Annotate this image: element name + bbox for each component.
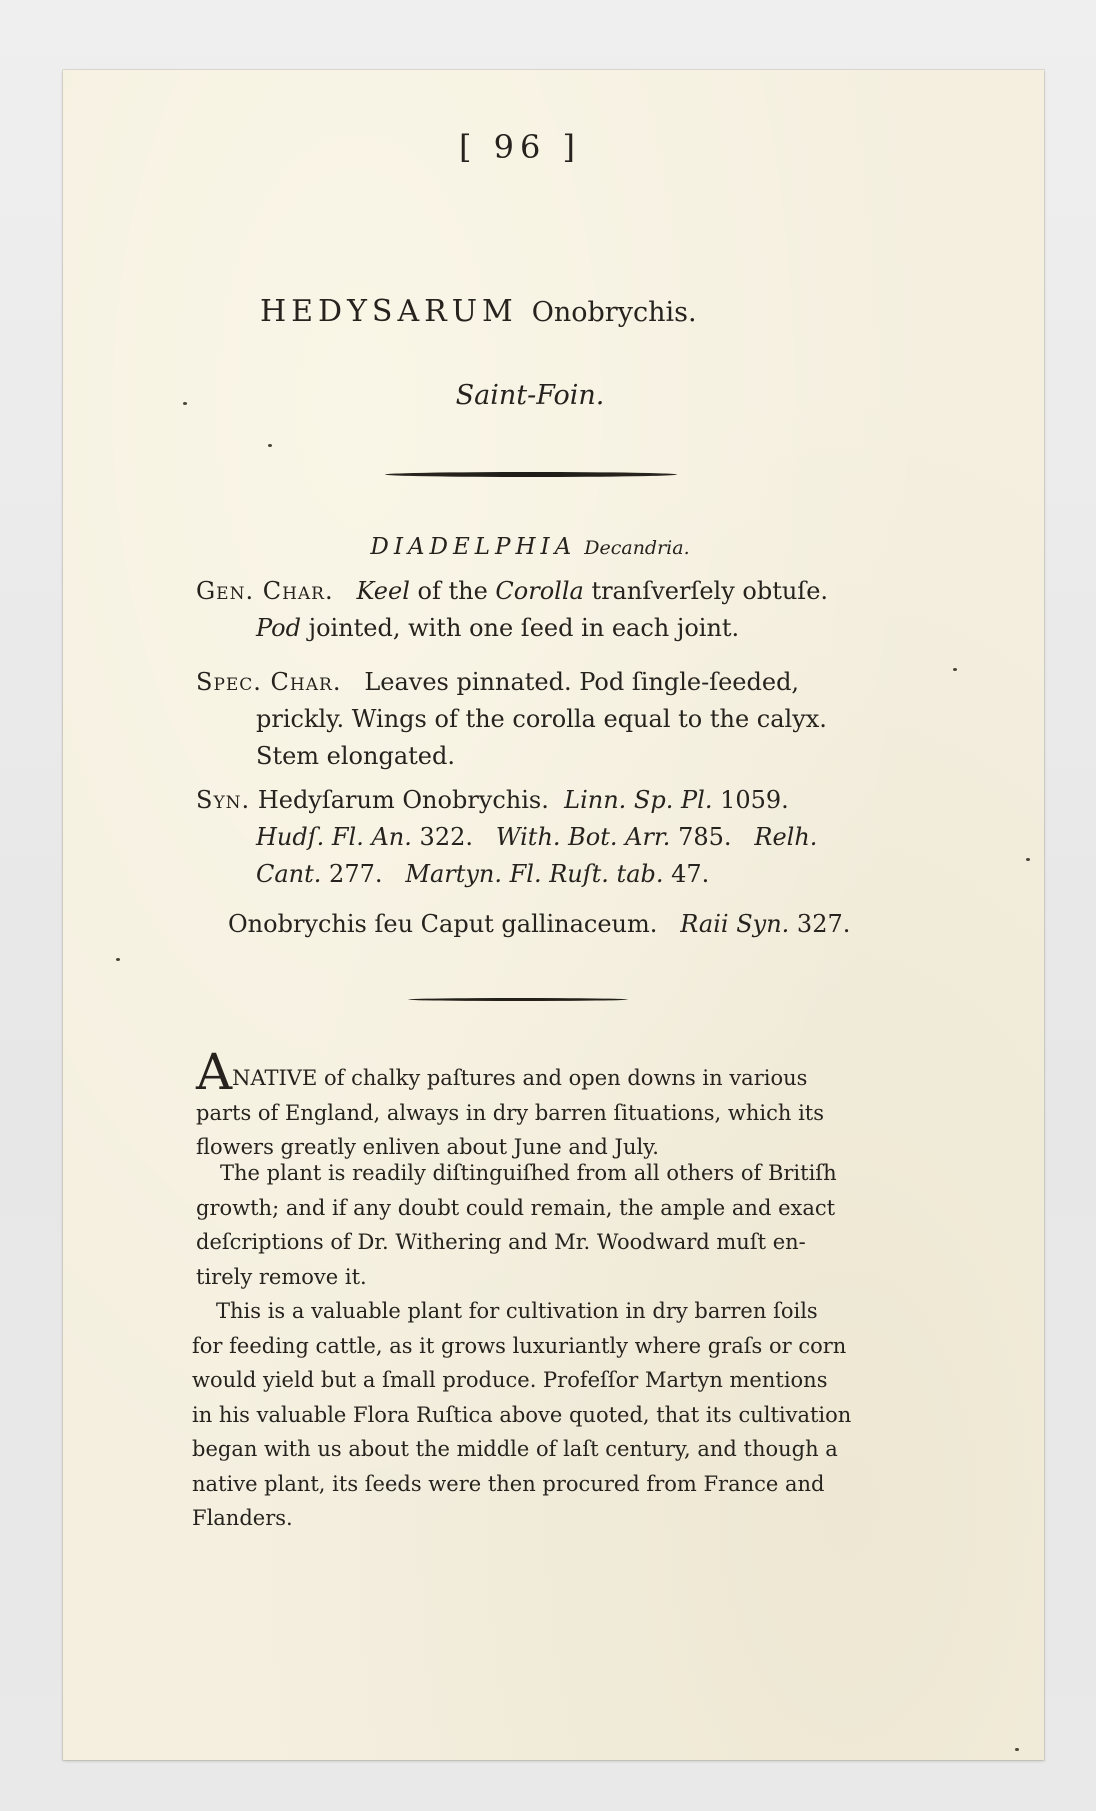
paper-speck [953,668,957,671]
specific-line-2: prickly. Wings of the corolla equal to the calyx. [256,705,827,733]
linnaean-classification [300,534,760,560]
generic-term: Corolla [495,577,584,605]
class-name: DIADELPHIA [370,534,577,560]
title-genus: HEDYSARUM [260,294,518,329]
page-title [260,294,800,329]
paragraph-line: of chalky paſtures and open downs in various [317,1066,808,1090]
paragraph-line: in his valuable Flora Ruſtica above quoted, that its cultivation [192,1402,852,1427]
synonym-number: 322. [419,823,473,851]
paragraph-line: native plant, its ſeeds were then procured from France and [192,1471,825,1496]
synonym-citation: Hudſ. Fl. An. [256,823,412,851]
paragraph-line: tirely remove it. [196,1264,367,1289]
synonym-citation: Cant. [256,860,322,888]
synonym-number: 1059. [720,786,789,814]
ornamental-rule [385,472,677,477]
synonym-citation: Relh. [754,823,818,851]
generic-text: tranſverſely obtuſe. [583,577,829,605]
generic-term: Keel [356,577,410,605]
drop-cap: A [196,1043,233,1101]
synonym-number: 277. [329,860,383,888]
specific-line-1: Leaves pinnated. Pod ſingle-ſeeded, [364,668,800,696]
page-number: [ 96 ] [458,128,582,166]
synonym-number: 47. [671,860,710,888]
synonym-text: Hedyſarum Onobrychis. [257,786,549,814]
common-name: Saint-Foin. [455,380,605,411]
paragraph-line: Flanders. [192,1506,293,1530]
synonym-number: 327. [796,910,851,938]
synonym-line-4 [228,906,850,943]
generic-label: Gen. Char. [196,577,334,605]
paper-speck [116,958,120,961]
description-paragraph-2 [196,1156,837,1294]
generic-text: of the [409,577,496,605]
paragraph-line: began with us about the middle of laſt century, and though a [192,1437,838,1461]
specific-line-3: Stem elongated. [256,742,455,770]
section-rule [408,998,628,1001]
paper-speck [1026,858,1030,861]
synonym-number: 785. [678,823,732,851]
paper-speck [183,402,187,405]
paper-speck [268,444,272,447]
synonyms-label: Syn. [196,786,251,814]
description-paragraph-3 [192,1294,851,1536]
synonym-citation: Raii Syn. [680,910,790,938]
description-paragraph-1 [196,1043,825,1165]
paragraph-line: parts of England, always in dry barren ſituations, which its [196,1100,825,1125]
lead-caps: NATIVE [232,1066,318,1090]
paragraph-line: This is a valuable plant for cultivation in dry barren ſoils [216,1299,818,1323]
synonym-citation: With. Bot. Arr. [495,823,671,851]
specific-label: Spec. Char. [196,668,342,696]
generic-term: Pod [256,614,301,642]
generic-line-2 [196,610,828,647]
order-name: Decandria. [584,537,690,559]
paragraph-line: growth; and if any doubt could remain, the ample and exact [196,1195,836,1220]
generic-character [196,573,828,647]
synonyms [196,782,817,893]
paragraph-line: flowers greatly enliven about June and July. [196,1135,659,1159]
paragraph-line: for feeding cattle, as it grows luxuriantly where graſs or corn [192,1333,847,1358]
synonym-citation: Linn. Sp. Pl. [564,786,713,814]
paper-speck [1015,1748,1019,1751]
synonym-text: Onobrychis ſeu Caput gallinaceum. [228,910,658,938]
synonym-line-3 [196,856,817,893]
synonym-citation: Martyn. Fl. Ruſt. tab. [405,860,664,888]
synonym-line-2 [196,819,817,856]
paragraph-line: deſcriptions of Dr. Withering and Mr. Woodward muſt en- [196,1230,806,1254]
title-species: Onobrychis. [531,297,697,328]
generic-text: jointed, with one ſeed in each joint. [301,614,740,642]
paragraph-line: The plant is readily diſtinguiſhed from all others of Britiſh [220,1161,837,1185]
specific-character [196,664,827,775]
paragraph-line: would yield but a ſmall produce. Profeſſor Martyn mentions [192,1368,828,1392]
